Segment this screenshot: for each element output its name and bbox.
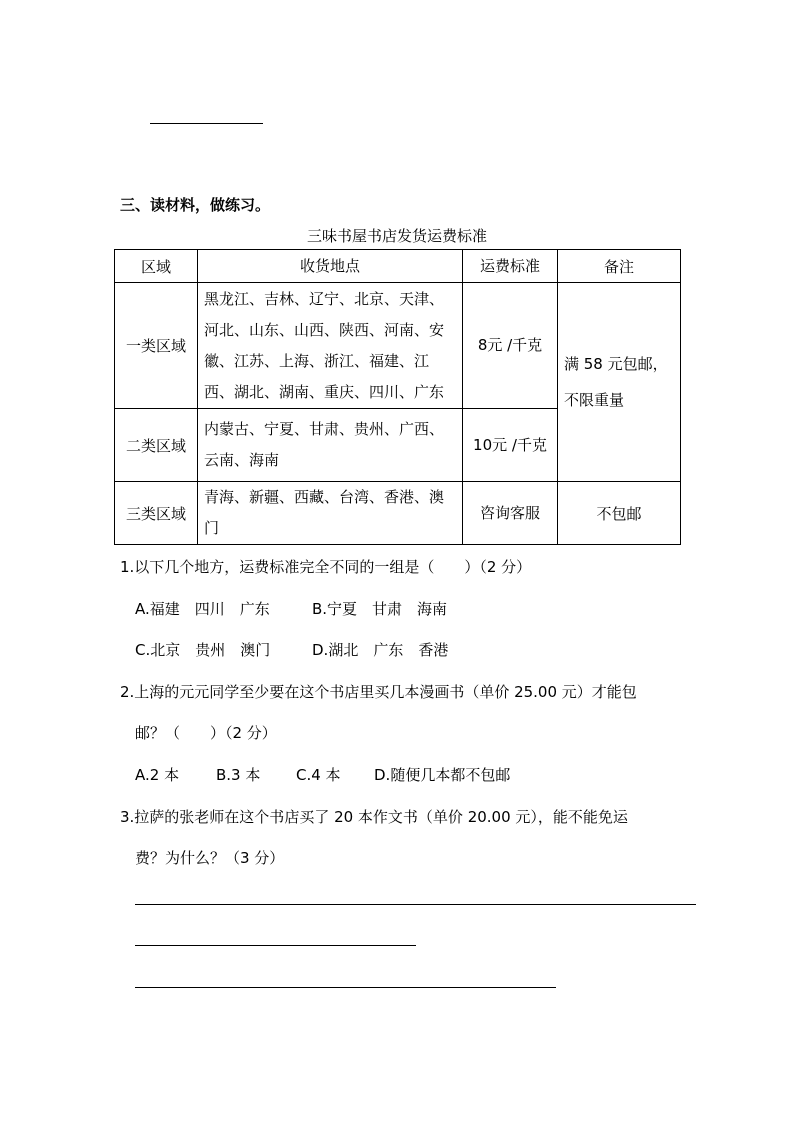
shipping-fee-table: [114, 249, 681, 545]
q1-option-d: D.湖北 广东 香港: [312, 641, 449, 659]
fee-cell: 10元 /千克: [463, 409, 558, 482]
question-3-line-1: 3.拉萨的张老师在这个书店买了 20 本作文书（单价 20.00 元），能不能免运: [120, 808, 628, 826]
question-3-line-2: 费？为什么？（3 分）: [135, 849, 285, 867]
fee-cell: 咨询客服: [463, 482, 558, 545]
header-fee: 运费标准: [463, 250, 558, 283]
q2-option-c: C.4 本: [296, 766, 341, 784]
table-header-row: [115, 250, 681, 283]
header-note: 备注: [558, 250, 681, 283]
note-cell: 不包邮: [558, 482, 681, 545]
region-cell: 三类区域: [115, 482, 198, 545]
places-cell: 黑龙江、吉林、辽宁、北京、天津、河北、山东、山西、陕西、河南、安徽、江苏、上海、浙江、福建、江西、湖北、湖南、重庆、四川、广东: [198, 283, 463, 409]
section-title: 三、读材料，做练习。: [120, 196, 271, 214]
q2-option-b: B.3 本: [216, 766, 261, 784]
region-cell: 一类区域: [115, 283, 198, 409]
answer-line-1: [135, 904, 696, 905]
answer-line-3: [135, 987, 556, 988]
question-2-line-1: 2.上海的元元同学至少要在这个书店里买几本漫画书（单价 25.00 元）才能包: [120, 683, 637, 701]
header-places: 收货地点: [198, 250, 463, 283]
header-region: 区域: [115, 250, 198, 283]
question-2-line-2: 邮？（ ）（2 分）: [135, 724, 277, 742]
places-cell: 内蒙古、宁夏、甘肃、贵州、广西、云南、海南: [198, 409, 463, 482]
places-cell: 青海、新疆、西藏、台湾、香港、澳门: [198, 482, 463, 545]
q1-option-b: B.宁夏 甘肃 海南: [312, 600, 448, 618]
fee-cell: 8元 /千克: [463, 283, 558, 409]
q1-option-a: A.福建 四川 广东: [135, 600, 270, 618]
q1-option-c: C.北京 贵州 澳门: [135, 641, 271, 659]
question-1: 1.以下几个地方，运费标准完全不同的一组是（ ）（2 分）: [120, 558, 532, 576]
shared-note-cell: 满 58 元包邮，不限重量: [558, 283, 681, 482]
table-caption: 三味书屋书店发货运费标准: [306, 227, 487, 245]
answer-line-2: [135, 945, 416, 946]
region-cell: 二类区域: [115, 409, 198, 482]
table-row: [115, 283, 681, 409]
answer-blank-line-top: [150, 123, 263, 124]
q2-option-d: D.随便几本都不包邮: [374, 766, 511, 784]
q2-option-a: A.2 本: [135, 766, 180, 784]
table-row: [115, 482, 681, 545]
